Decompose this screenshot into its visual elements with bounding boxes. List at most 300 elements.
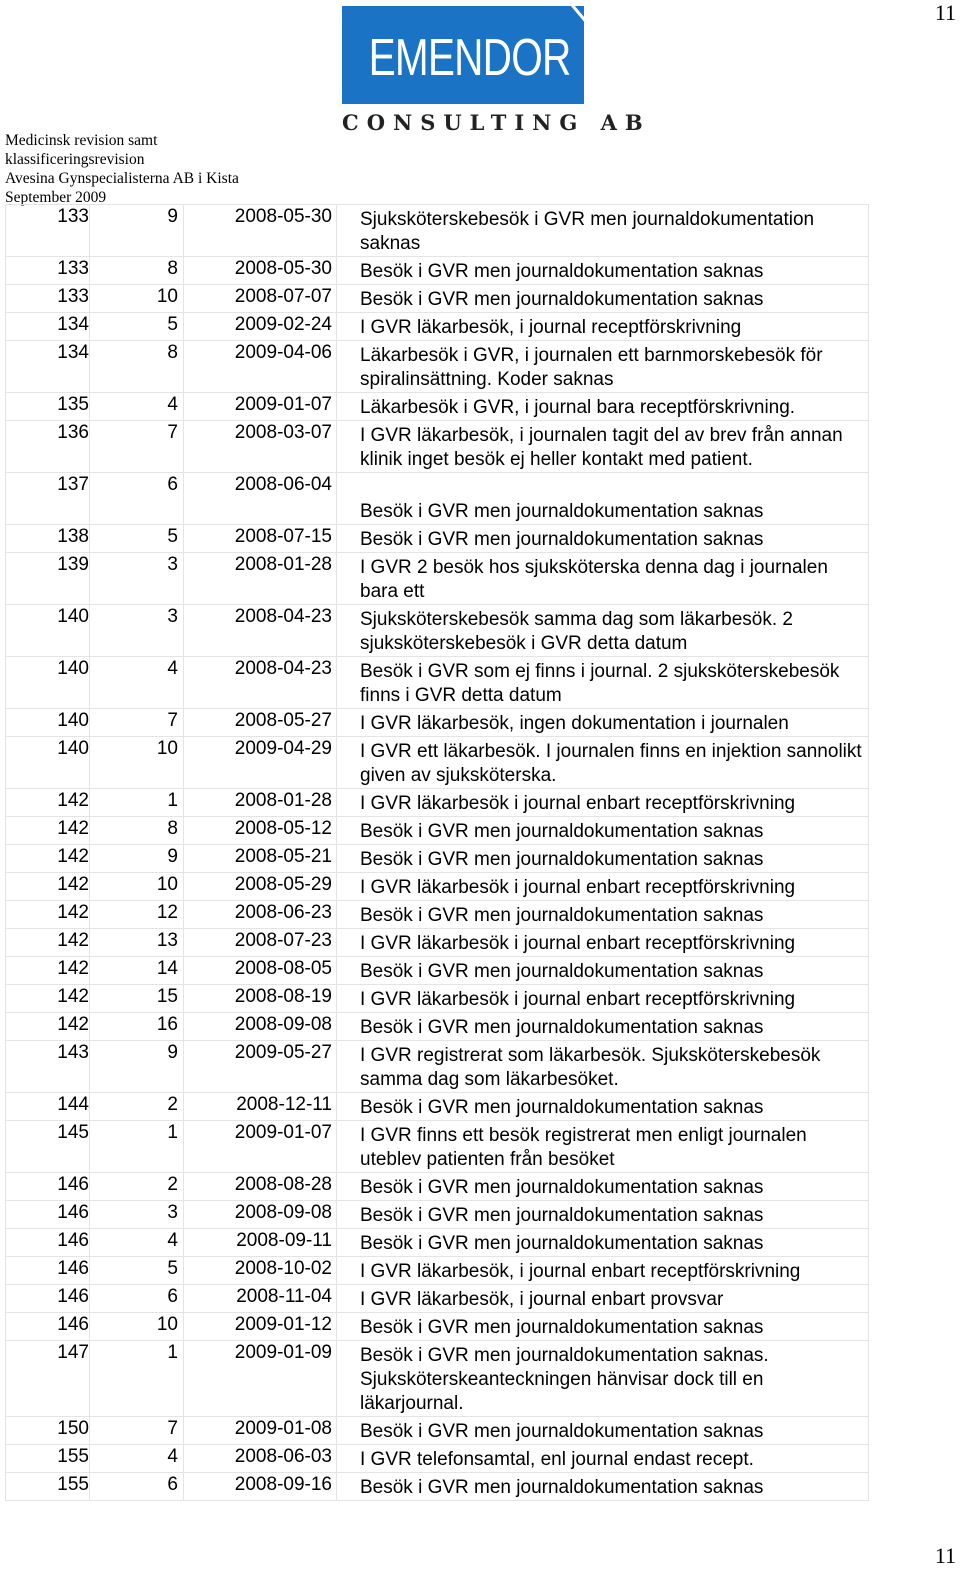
visit-number-cell-text: 13 [156, 930, 178, 951]
visit-number-cell [90, 709, 184, 737]
table-row [6, 1013, 869, 1041]
patient-id-cell-text: 133 [57, 206, 89, 227]
visit-number-cell-text: 6 [167, 474, 178, 495]
table-row [6, 525, 869, 553]
table-row [6, 1417, 869, 1445]
patient-id-cell-text: 147 [57, 1342, 89, 1363]
visit-number-cell-text: 8 [167, 818, 178, 839]
patient-id-cell-text: 142 [57, 986, 89, 1007]
comment-cell-text: Besök i GVR som ej finns i journal. 2 sjuksköterskebesök finns i GVR detta datum [360, 661, 840, 706]
visit-number-cell-text: 3 [167, 606, 178, 627]
comment-cell-text: I GVR registrerat som läkarbesök. Sjuksköterskebesök samma dag som läkarbesöket. [360, 1045, 821, 1090]
comment-cell [337, 605, 869, 657]
patient-id-cell [6, 1229, 90, 1257]
visit-number-cell-text: 9 [167, 206, 178, 227]
visit-date-cell-text: 2008-04-23 [234, 658, 332, 679]
table-row [6, 789, 869, 817]
visit-number-cell [90, 957, 184, 985]
patient-id-cell [6, 473, 90, 525]
visit-date-cell-text: 2008-07-15 [234, 526, 332, 547]
comment-cell-text: Besök i GVR men journaldokumentation saknas [360, 261, 764, 282]
comment-cell [337, 709, 869, 737]
visit-date-cell [184, 1093, 337, 1121]
visit-number-cell [90, 473, 184, 525]
visit-number-cell [90, 1341, 184, 1417]
patient-id-cell-text: 146 [57, 1230, 89, 1251]
visit-date-cell [184, 1173, 337, 1201]
comment-cell-text: Besök i GVR men journaldokumentation saknas [360, 1421, 764, 1442]
comment-cell-text: Besök i GVR men journaldokumentation saknas [360, 1097, 764, 1118]
visit-date-cell-text: 2008-04-23 [234, 606, 332, 627]
patient-id-cell-text: 142 [57, 818, 89, 839]
table-row [6, 257, 869, 285]
visit-number-cell [90, 737, 184, 789]
comment-cell-text: Besök i GVR men journaldokumentation saknas. Sjuksköterskeanteckningen hänvisar dock till en läkarjournal. [360, 1345, 769, 1414]
patient-id-cell [6, 313, 90, 341]
comment-cell-text: I GVR läkarbesök, ingen dokumentation i journalen [360, 713, 789, 734]
visit-date-cell-text: 2009-01-07 [234, 394, 332, 415]
patient-id-cell [6, 1093, 90, 1121]
visit-number-cell-text: 10 [156, 738, 178, 759]
comment-cell [337, 525, 869, 553]
comment-cell-text: Besök i GVR men journaldokumentation saknas [360, 1317, 764, 1338]
patient-id-cell-text: 146 [57, 1314, 89, 1335]
patient-id-cell-text: 140 [57, 710, 89, 731]
visit-number-cell-text: 4 [167, 658, 178, 679]
visit-number-cell-text: 9 [167, 1042, 178, 1063]
visit-date-cell [184, 605, 337, 657]
visit-number-cell-text: 10 [156, 286, 178, 307]
patient-id-cell [6, 1341, 90, 1417]
visit-date-cell [184, 421, 337, 473]
visit-date-cell [184, 929, 337, 957]
visit-number-cell [90, 605, 184, 657]
visit-date-cell-text: 2008-05-21 [234, 846, 332, 867]
patient-id-cell-text: 142 [57, 1014, 89, 1035]
table-row [6, 1257, 869, 1285]
patient-id-cell [6, 873, 90, 901]
comment-cell [337, 1173, 869, 1201]
patient-id-cell-text: 139 [57, 554, 89, 575]
visit-number-cell [90, 929, 184, 957]
visit-number-cell [90, 313, 184, 341]
comment-cell [337, 789, 869, 817]
visit-number-cell [90, 205, 184, 257]
comment-cell-text: Besök i GVR men journaldokumentation saknas [360, 821, 764, 842]
table-row [6, 313, 869, 341]
visit-date-cell [184, 1341, 337, 1417]
visit-date-cell-text: 2008-01-28 [234, 554, 332, 575]
comment-cell [337, 285, 869, 313]
visit-date-cell [184, 873, 337, 901]
patient-id-cell-text: 146 [57, 1202, 89, 1223]
visit-date-cell-text: 2009-05-27 [234, 1042, 332, 1063]
patient-id-cell-text: 142 [57, 902, 89, 923]
comment-cell [337, 1229, 869, 1257]
comment-cell-text: I GVR läkarbesök, i journalen tagit del av brev från annan klinik inget besök ej heller kontakt med patient. [360, 425, 843, 470]
visit-date-cell [184, 1285, 337, 1313]
visit-number-cell-text: 5 [167, 314, 178, 335]
visit-date-cell [184, 285, 337, 313]
table-row [6, 1445, 869, 1473]
visit-number-cell-text: 4 [167, 1446, 178, 1467]
visit-date-cell [184, 1313, 337, 1341]
comment-cell-text: Besök i GVR men journaldokumentation saknas [360, 1017, 764, 1038]
comment-cell-text: Besök i GVR men journaldokumentation saknas [360, 1177, 764, 1198]
visit-number-cell [90, 1013, 184, 1041]
visit-date-cell [184, 1445, 337, 1473]
visit-date-cell [184, 1473, 337, 1501]
visit-number-cell [90, 1093, 184, 1121]
comment-cell-text: I GVR läkarbesök, i journal receptförskrivning [360, 317, 742, 338]
visit-number-cell-text: 14 [156, 958, 178, 979]
patient-id-cell [6, 1473, 90, 1501]
comment-cell-text: I GVR läkarbesök i journal enbart receptförskrivning [360, 793, 796, 814]
visit-date-cell-text: 2008-10-02 [234, 1258, 332, 1279]
visit-number-cell [90, 285, 184, 313]
visit-number-cell [90, 817, 184, 845]
visit-date-cell [184, 1041, 337, 1093]
patient-id-cell-text: 146 [57, 1286, 89, 1307]
visit-date-cell-text: 2008-07-07 [234, 286, 332, 307]
visit-date-cell [184, 1121, 337, 1173]
table-row [6, 1313, 869, 1341]
visit-date-cell-text: 2008-01-28 [234, 790, 332, 811]
comment-cell-text: Besök i GVR men journaldokumentation saknas [360, 289, 764, 310]
patient-id-cell [6, 1121, 90, 1173]
patient-id-cell [6, 789, 90, 817]
patient-id-cell [6, 657, 90, 709]
comment-cell-text: I GVR finns ett besök registrerat men enligt journalen uteblev patienten från besöket [360, 1125, 807, 1170]
patient-id-cell [6, 1285, 90, 1313]
patient-id-cell-text: 155 [57, 1446, 89, 1467]
table-row [6, 473, 869, 525]
table-row [6, 1093, 869, 1121]
visit-date-cell-text: 2008-08-05 [234, 958, 332, 979]
emendor-logo [342, 6, 651, 135]
comment-cell-text: I GVR läkarbesök i journal enbart receptförskrivning [360, 877, 796, 898]
visit-number-cell-text: 7 [167, 1418, 178, 1439]
visit-date-cell-text: 2008-11-04 [236, 1286, 332, 1307]
table-row [6, 1041, 869, 1093]
patient-id-cell [6, 817, 90, 845]
comment-cell [337, 1121, 869, 1173]
patient-id-cell [6, 737, 90, 789]
patient-id-cell-text: 133 [57, 286, 89, 307]
table-row [6, 873, 869, 901]
visit-date-cell [184, 553, 337, 605]
visit-number-cell [90, 1041, 184, 1093]
visit-number-cell-text: 7 [167, 710, 178, 731]
comment-cell-text: I GVR ett läkarbesök. I journalen finns en injektion sannolikt given av sjuksköterska. [360, 741, 862, 786]
visit-number-cell-text: 8 [167, 342, 178, 363]
patient-id-cell-text: 146 [57, 1174, 89, 1195]
visit-number-cell-text: 10 [156, 1314, 178, 1335]
patient-id-cell [6, 1257, 90, 1285]
comment-cell [337, 817, 869, 845]
patient-id-cell [6, 845, 90, 873]
patient-id-cell [6, 553, 90, 605]
visit-number-cell-text: 5 [167, 1258, 178, 1279]
visit-date-cell-text: 2009-04-06 [234, 342, 332, 363]
patient-id-cell [6, 957, 90, 985]
table-row [6, 1173, 869, 1201]
patient-id-cell-text: 145 [57, 1122, 89, 1143]
table-row [6, 341, 869, 393]
comment-cell [337, 1257, 869, 1285]
visit-date-cell [184, 313, 337, 341]
comment-cell [337, 257, 869, 285]
visit-date-cell-text: 2008-08-19 [234, 986, 332, 1007]
comment-cell [337, 1285, 869, 1313]
comment-cell [337, 873, 869, 901]
visit-number-cell-text: 4 [167, 1230, 178, 1251]
comment-cell-text: I GVR telefonsamtal, enl journal endast recept. [360, 1449, 754, 1470]
patient-id-cell-text: 133 [57, 258, 89, 279]
patient-id-cell-text: 142 [57, 930, 89, 951]
visit-number-cell [90, 1121, 184, 1173]
comment-cell [337, 1201, 869, 1229]
patient-id-cell [6, 985, 90, 1013]
visit-number-cell-text: 7 [167, 422, 178, 443]
comment-cell-text: Besök i GVR men journaldokumentation saknas [360, 501, 764, 522]
visit-number-cell [90, 257, 184, 285]
visit-number-cell-text: 5 [167, 526, 178, 547]
table-row [6, 1341, 869, 1417]
visit-number-cell [90, 553, 184, 605]
visit-number-cell [90, 1313, 184, 1341]
visit-number-cell [90, 1257, 184, 1285]
visit-number-cell [90, 341, 184, 393]
patient-id-cell-text: 142 [57, 958, 89, 979]
comment-cell-text: Besök i GVR men journaldokumentation saknas [360, 1205, 764, 1226]
visit-date-cell-text: 2008-06-04 [234, 474, 332, 495]
visit-number-cell [90, 657, 184, 709]
patient-id-cell-text: 134 [57, 342, 89, 363]
patient-id-cell-text: 140 [57, 738, 89, 759]
visit-date-cell-text: 2008-03-07 [234, 422, 332, 443]
header-line-4: September 2009 [5, 189, 107, 206]
comment-cell-text: I GVR läkarbesök i journal enbart receptförskrivning [360, 989, 796, 1010]
visit-date-cell [184, 657, 337, 709]
comment-cell [337, 341, 869, 393]
patient-id-cell [6, 257, 90, 285]
visit-date-cell [184, 341, 337, 393]
visit-date-cell-text: 2009-02-24 [234, 314, 332, 335]
comment-cell [337, 901, 869, 929]
comment-cell [337, 1041, 869, 1093]
visit-date-cell [184, 473, 337, 525]
table-row [6, 605, 869, 657]
comment-cell [337, 1341, 869, 1417]
table-row [6, 421, 869, 473]
comment-cell [337, 1417, 869, 1445]
visit-date-cell [184, 789, 337, 817]
patient-id-cell [6, 1417, 90, 1445]
visit-date-cell-text: 2008-05-27 [234, 710, 332, 731]
visit-date-cell [184, 817, 337, 845]
visit-date-cell [184, 1201, 337, 1229]
patient-id-cell-text: 142 [57, 790, 89, 811]
patient-id-cell-text: 140 [57, 606, 89, 627]
patient-id-cell-text: 144 [57, 1094, 89, 1115]
visit-date-cell [184, 845, 337, 873]
logo-brand: EMENDOR [368, 29, 571, 87]
visit-date-cell [184, 709, 337, 737]
comment-cell-text: I GVR läkarbesök, i journal enbart provsvar [360, 1289, 724, 1310]
comment-cell-text: Sjuksköterskebesök samma dag som läkarbesök. 2 sjuksköterskebesök i GVR detta datum [360, 609, 793, 654]
comment-cell-text: Läkarbesök i GVR, i journalen ett barnmorskebesök för spiralinsättning. Koder saknas [360, 345, 823, 390]
visit-date-cell-text: 2009-01-08 [234, 1418, 332, 1439]
comment-cell [337, 845, 869, 873]
visit-date-cell [184, 525, 337, 553]
page-number-top: 11 [934, 0, 956, 25]
table-row [6, 985, 869, 1013]
visit-number-cell-text: 4 [167, 394, 178, 415]
patient-id-cell-text: 135 [57, 394, 89, 415]
comment-cell [337, 985, 869, 1013]
header-line-1: Medicinsk revision samt [5, 132, 158, 149]
comment-cell [337, 957, 869, 985]
visit-number-cell [90, 525, 184, 553]
logo-mark [342, 6, 584, 104]
patient-id-cell-text: 142 [57, 874, 89, 895]
comment-cell-text: I GVR läkarbesök, i journal enbart receptförskrivning [360, 1261, 801, 1282]
table-row [6, 1285, 869, 1313]
visit-number-cell-text: 1 [167, 1122, 178, 1143]
patient-id-cell-text: 150 [57, 1418, 89, 1439]
visit-number-cell [90, 1201, 184, 1229]
visit-number-cell-text: 12 [156, 902, 178, 923]
table-row [6, 285, 869, 313]
patient-id-cell [6, 929, 90, 957]
audit-table [5, 204, 869, 1501]
visit-number-cell-text: 1 [167, 1342, 178, 1363]
comment-cell-text: Besök i GVR men journaldokumentation saknas [360, 1233, 764, 1254]
visit-date-cell [184, 257, 337, 285]
comment-cell [337, 929, 869, 957]
comment-cell [337, 1313, 869, 1341]
comment-cell-text: Läkarbesök i GVR, i journal bara receptförskrivning. [360, 397, 796, 418]
patient-id-cell [6, 1173, 90, 1201]
patient-id-cell [6, 605, 90, 657]
visit-number-cell-text: 6 [167, 1474, 178, 1495]
visit-number-cell [90, 985, 184, 1013]
comment-cell-text: I GVR 2 besök hos sjuksköterska denna dag i journalen bara ett [360, 557, 828, 602]
visit-number-cell-text: 3 [167, 1202, 178, 1223]
document-header [5, 131, 239, 207]
visit-date-cell-text: 2008-05-12 [234, 818, 332, 839]
page-number-bottom: 11 [934, 1543, 956, 1568]
visit-date-cell-text: 2008-09-16 [234, 1474, 332, 1495]
comment-cell [337, 205, 869, 257]
comment-cell [337, 421, 869, 473]
visit-number-cell [90, 789, 184, 817]
table-row [6, 929, 869, 957]
visit-date-cell-text: 2008-06-23 [234, 902, 332, 923]
comment-cell [337, 393, 869, 421]
table-row [6, 817, 869, 845]
header-line-3: Avesina Gynspecialisterna AB i Kista [5, 170, 239, 187]
comment-cell-text: Besök i GVR men journaldokumentation saknas [360, 849, 764, 870]
comment-cell-text: I GVR läkarbesök i journal enbart receptförskrivning [360, 933, 796, 954]
visit-date-cell-text: 2008-05-30 [234, 206, 332, 227]
patient-id-cell [6, 709, 90, 737]
visit-date-cell-text: 2008-05-29 [234, 874, 332, 895]
comment-cell [337, 473, 869, 525]
visit-date-cell-text: 2009-01-12 [234, 1314, 332, 1335]
visit-date-cell [184, 1229, 337, 1257]
visit-number-cell [90, 1285, 184, 1313]
comment-cell-text: Besök i GVR men journaldokumentation saknas [360, 1477, 764, 1498]
visit-number-cell-text: 2 [167, 1174, 178, 1195]
patient-id-cell [6, 901, 90, 929]
patient-id-cell [6, 525, 90, 553]
visit-date-cell-text: 2008-05-30 [234, 258, 332, 279]
patient-id-cell [6, 1013, 90, 1041]
patient-id-cell-text: 138 [57, 526, 89, 547]
patient-id-cell [6, 393, 90, 421]
visit-number-cell-text: 16 [156, 1014, 178, 1035]
table-row [6, 1229, 869, 1257]
visit-number-cell [90, 421, 184, 473]
visit-date-cell [184, 205, 337, 257]
visit-date-cell [184, 1417, 337, 1445]
comment-cell [337, 737, 869, 789]
visit-number-cell-text: 9 [167, 846, 178, 867]
comment-cell-text: Besök i GVR men journaldokumentation saknas [360, 529, 764, 550]
comment-cell [337, 1093, 869, 1121]
visit-date-cell [184, 1013, 337, 1041]
visit-number-cell-text: 8 [167, 258, 178, 279]
table-row [6, 1121, 869, 1173]
visit-date-cell-text: 2008-07-23 [234, 930, 332, 951]
table-row [6, 957, 869, 985]
visit-date-cell-text: 2008-09-08 [234, 1202, 332, 1223]
visit-date-cell [184, 737, 337, 789]
visit-number-cell [90, 1173, 184, 1201]
patient-id-cell-text: 142 [57, 846, 89, 867]
visit-number-cell-text: 2 [167, 1094, 178, 1115]
visit-number-cell-text: 10 [156, 874, 178, 895]
comment-cell [337, 1013, 869, 1041]
visit-date-cell-text: 2008-12-11 [236, 1094, 332, 1115]
visit-number-cell [90, 393, 184, 421]
visit-number-cell-text: 1 [167, 790, 178, 811]
patient-id-cell [6, 1201, 90, 1229]
visit-number-cell [90, 1417, 184, 1445]
visit-number-cell [90, 845, 184, 873]
comment-cell-text: Besök i GVR men journaldokumentation saknas [360, 905, 764, 926]
visit-date-cell-text: 2009-01-09 [234, 1342, 332, 1363]
visit-date-cell-text: 2009-01-07 [234, 1122, 332, 1143]
visit-number-cell [90, 873, 184, 901]
patient-id-cell [6, 341, 90, 393]
visit-number-cell [90, 901, 184, 929]
table-row [6, 205, 869, 257]
comment-cell-text: Besök i GVR men journaldokumentation saknas [360, 961, 764, 982]
patient-id-cell [6, 421, 90, 473]
visit-date-cell-text: 2008-09-08 [234, 1014, 332, 1035]
comment-cell-text: Sjuksköterskebesök i GVR men journaldokumentation saknas [360, 209, 815, 254]
table-row [6, 709, 869, 737]
table-row [6, 657, 869, 709]
comment-cell [337, 657, 869, 709]
table-row [6, 1473, 869, 1501]
patient-id-cell-text: 134 [57, 314, 89, 335]
patient-id-cell [6, 1445, 90, 1473]
visit-number-cell [90, 1229, 184, 1257]
